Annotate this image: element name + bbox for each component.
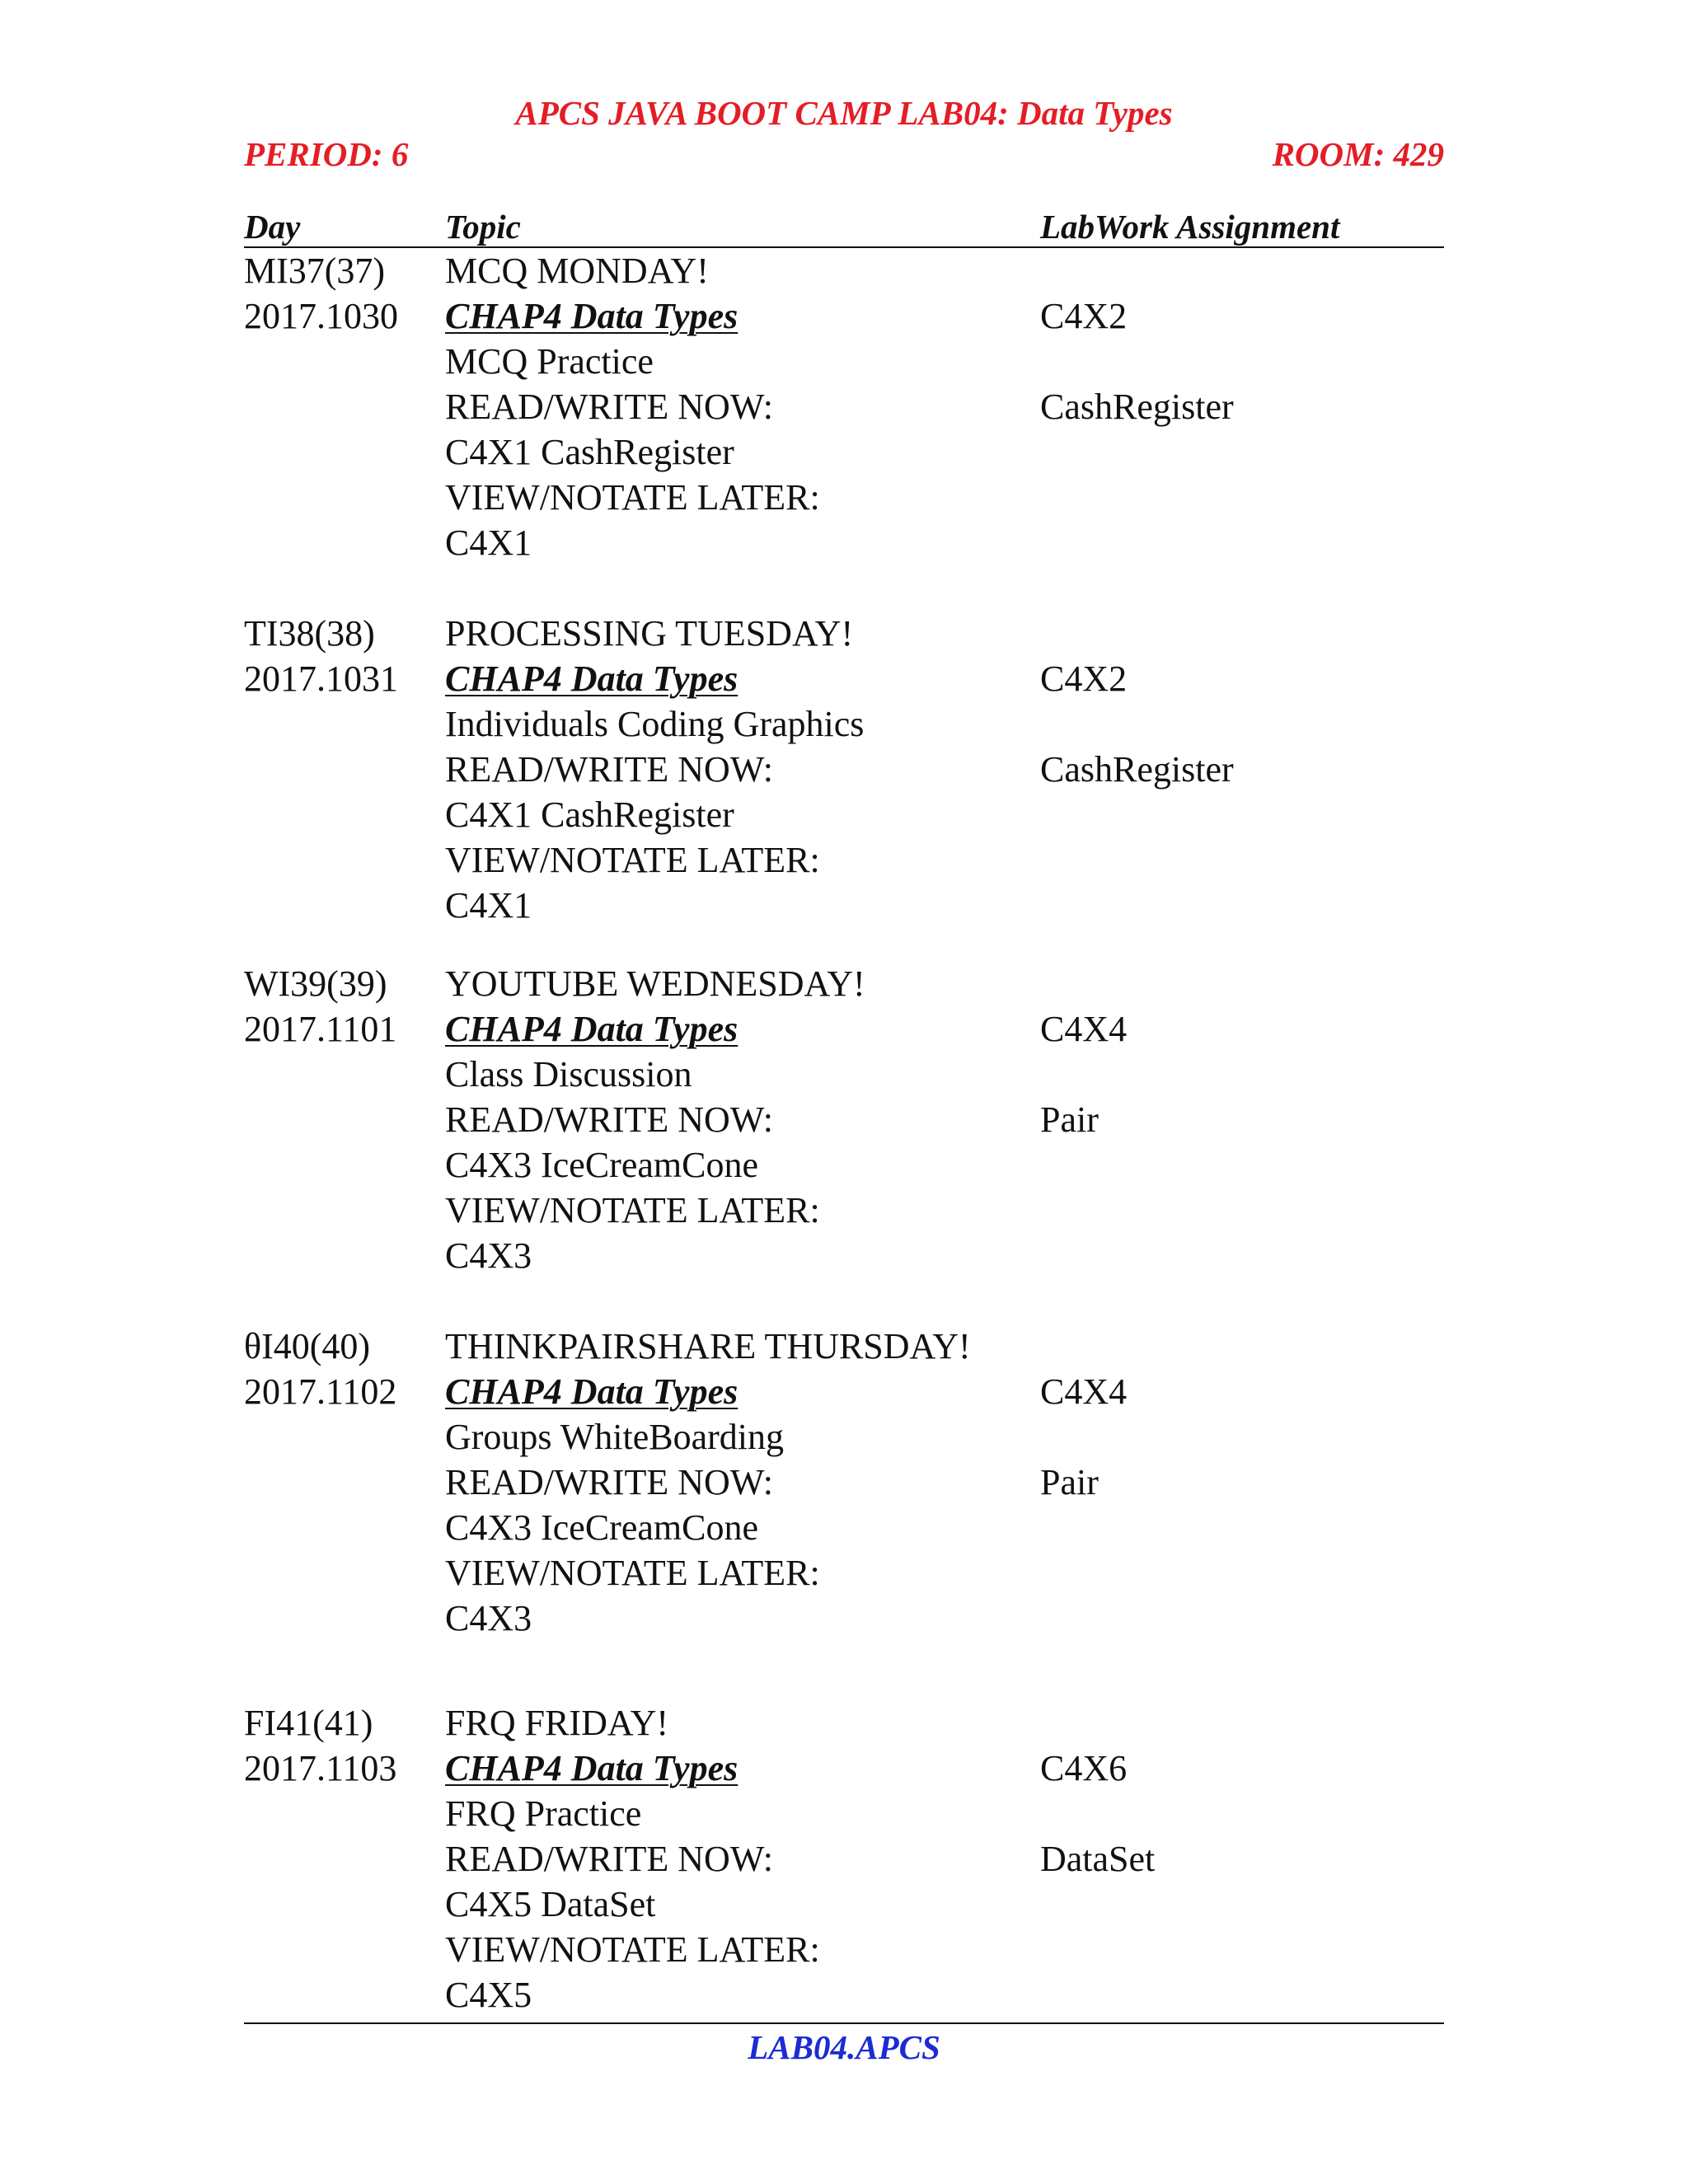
schedule-line	[244, 1746, 1444, 1791]
day-date: 2017.1101	[244, 1009, 397, 1049]
period-room-row	[244, 134, 1444, 175]
day-code: TI38(38)	[244, 613, 375, 654]
schedule-line	[244, 1972, 1444, 2018]
read-item: C4X3 IceCreamCone	[445, 1507, 758, 1548]
day-theme: PROCESSING TUESDAY!	[445, 613, 854, 654]
read-write-label: READ/WRITE NOW:	[445, 1099, 773, 1140]
activity: FRQ Practice	[445, 1793, 642, 1834]
schedule-line	[244, 1596, 1444, 1641]
chapter-link[interactable]: CHAP4 Data Types	[445, 296, 738, 336]
schedule-line	[244, 656, 1444, 701]
schedule-line	[244, 837, 1444, 883]
room-label: ROOM: 429	[1272, 135, 1444, 173]
read-write-label: READ/WRITE NOW:	[445, 749, 773, 790]
schedule-line	[244, 1052, 1444, 1097]
day-block-tuesday	[244, 611, 1444, 928]
read-item: C4X3 IceCreamCone	[445, 1145, 758, 1185]
schedule-line	[244, 1188, 1444, 1233]
schedule-line	[244, 1700, 1444, 1746]
lab-partner: Pair	[1040, 1099, 1099, 1140]
day-block-wednesday	[244, 961, 1444, 1278]
day-theme: FRQ FRIDAY!	[445, 1703, 669, 1743]
schedule-line	[244, 701, 1444, 747]
footer-label: LAB04.APCS	[748, 2028, 940, 2066]
lab-assignment: C4X2	[1040, 658, 1128, 699]
period-label: PERIOD: 6	[244, 135, 409, 173]
schedule-line	[244, 1836, 1444, 1882]
read-item: C4X5 DataSet	[445, 1884, 656, 1924]
schedule-line	[244, 293, 1444, 339]
schedule-line	[244, 429, 1444, 475]
document-title: APCS JAVA BOOT CAMP LAB04: Data Types	[515, 94, 1173, 132]
view-notate-label: VIEW/NOTATE LATER:	[445, 477, 820, 518]
view-item: C4X1	[445, 523, 532, 563]
read-write-label: READ/WRITE NOW:	[445, 387, 773, 427]
schedule-line	[244, 1791, 1444, 1836]
schedule-line	[244, 1369, 1444, 1414]
day-theme: MCQ MONDAY!	[445, 251, 709, 291]
read-write-label: READ/WRITE NOW:	[445, 1839, 773, 1879]
day-block-monday	[244, 248, 1444, 565]
schedule-line	[244, 883, 1444, 928]
day-code: MI37(37)	[244, 251, 386, 291]
lab-partner: CashRegister	[1040, 387, 1234, 427]
day-date: 2017.1102	[244, 1371, 397, 1412]
view-notate-label: VIEW/NOTATE LATER:	[445, 1929, 820, 1970]
schedule-line	[244, 1324, 1444, 1369]
day-code: WI39(39)	[244, 963, 387, 1004]
day-code: FI41(41)	[244, 1703, 373, 1743]
day-block-thursday	[244, 1324, 1444, 1641]
day-date: 2017.1030	[244, 296, 398, 336]
day-date: 2017.1103	[244, 1748, 397, 1788]
view-notate-label: VIEW/NOTATE LATER:	[445, 840, 820, 880]
schedule-line	[244, 1460, 1444, 1505]
lab-assignment: C4X2	[1040, 296, 1128, 336]
chapter-link[interactable]: CHAP4 Data Types	[445, 1748, 738, 1788]
read-write-label: READ/WRITE NOW:	[445, 1462, 773, 1502]
schedule-line	[244, 1505, 1444, 1550]
labwork-column-header: LabWork Assignment	[1040, 208, 1340, 246]
activity: Individuals Coding Graphics	[445, 704, 865, 744]
schedule-line	[244, 1142, 1444, 1188]
lab-assignment: C4X4	[1040, 1009, 1128, 1049]
day-date: 2017.1031	[244, 658, 398, 699]
schedule-line	[244, 961, 1444, 1006]
schedule-line	[244, 792, 1444, 837]
topic-column-header: Topic	[445, 208, 521, 246]
schedule-line	[244, 1927, 1444, 1972]
day-code: θI40(40)	[244, 1326, 371, 1366]
schedule-line	[244, 1097, 1444, 1142]
lab-partner: CashRegister	[1040, 749, 1234, 790]
day-column-header: Day	[244, 208, 301, 246]
read-item: C4X1 CashRegister	[445, 794, 734, 835]
schedule-line	[244, 475, 1444, 520]
view-item: C4X1	[445, 885, 532, 926]
day-block-friday	[244, 1700, 1444, 2018]
chapter-link[interactable]: CHAP4 Data Types	[445, 1371, 738, 1412]
document-page	[244, 92, 1444, 2070]
activity: MCQ Practice	[445, 341, 654, 382]
schedule-line	[244, 1006, 1444, 1052]
schedule-line	[244, 1550, 1444, 1596]
day-theme: THINKPAIRSHARE THURSDAY!	[445, 1326, 971, 1366]
lab-assignment: C4X4	[1040, 1371, 1128, 1412]
schedule-line	[244, 1233, 1444, 1278]
schedule-line	[244, 384, 1444, 429]
view-notate-label: VIEW/NOTATE LATER:	[445, 1553, 820, 1593]
activity: Groups WhiteBoarding	[445, 1417, 785, 1457]
schedule-line	[244, 611, 1444, 656]
lab-assignment: C4X6	[1040, 1748, 1128, 1788]
schedule-line	[244, 1882, 1444, 1927]
schedule-line	[244, 339, 1444, 384]
activity: Class Discussion	[445, 1054, 692, 1094]
view-item: C4X5	[445, 1975, 532, 2015]
column-header-row	[244, 206, 1444, 248]
read-item: C4X1 CashRegister	[445, 432, 734, 472]
schedule-line	[244, 1414, 1444, 1460]
day-theme: YOUTUBE WEDNESDAY!	[445, 963, 865, 1004]
lab-partner: DataSet	[1040, 1839, 1156, 1879]
schedule-line	[244, 520, 1444, 565]
view-item: C4X3	[445, 1235, 532, 1276]
schedule-line	[244, 747, 1444, 792]
view-item: C4X3	[445, 1598, 532, 1638]
view-notate-label: VIEW/NOTATE LATER:	[445, 1190, 820, 1230]
chapter-link[interactable]: CHAP4 Data Types	[445, 658, 738, 699]
chapter-link[interactable]: CHAP4 Data Types	[445, 1009, 738, 1049]
schedule-line	[244, 248, 1444, 293]
lab-partner: Pair	[1040, 1462, 1099, 1502]
